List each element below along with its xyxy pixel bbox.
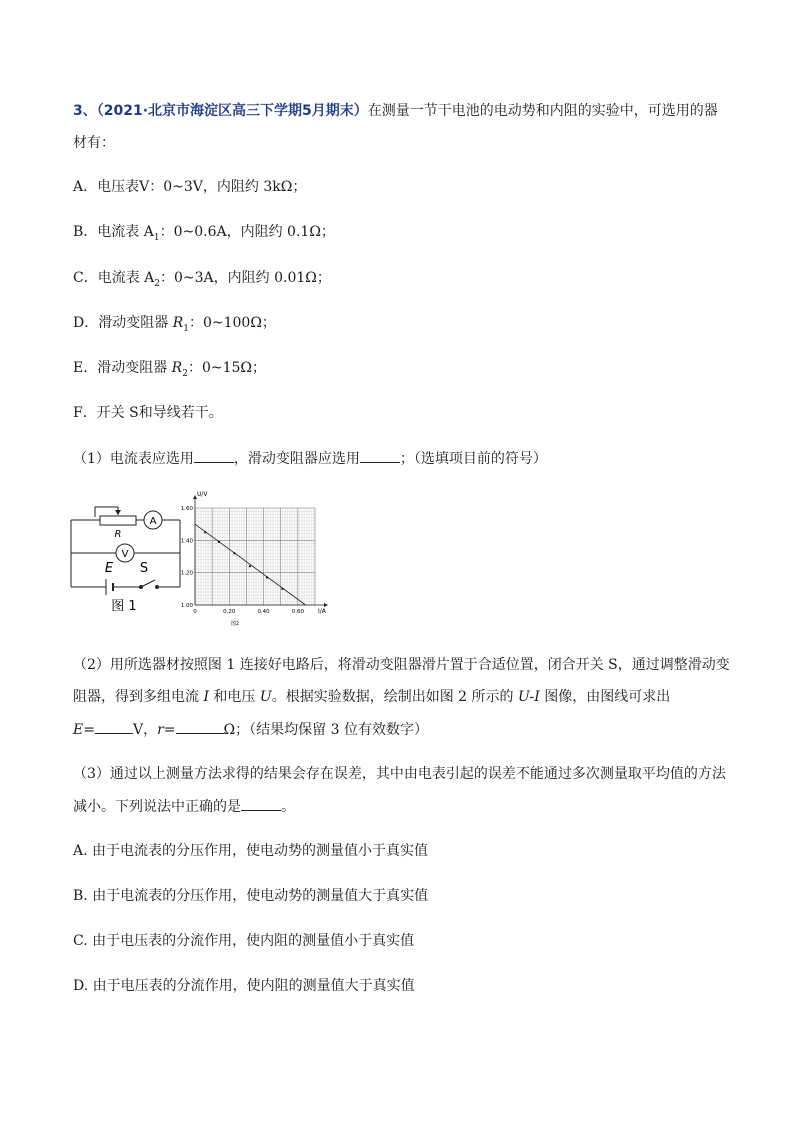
answer-blank-emf[interactable]	[95, 719, 133, 734]
resistor-symbol	[100, 516, 136, 525]
switch-label: S	[139, 561, 149, 576]
ui-chart	[178, 488, 338, 630]
answer-blank-ammeter[interactable]	[194, 448, 234, 463]
equipment-item-e: E．滑动变阻器 $R_2$：0~15Ω；	[73, 360, 267, 379]
part2-line3: E= V，r= Ω；（结果均保留 3 位有效数字）	[73, 719, 428, 740]
x-tick-label: 0.20	[223, 609, 236, 615]
question-number: 3、	[73, 103, 97, 119]
part3-line2: 减小。下列说法中正确的是 。	[73, 796, 295, 817]
resistor-label: R	[114, 529, 122, 540]
x-tick-label: 0	[193, 609, 197, 615]
y-tick-label: 1.60	[180, 506, 193, 512]
switch-blade	[141, 580, 155, 587]
question-source: （2021·北京市海淀区高三下学期5月期末）	[96, 103, 368, 119]
emf-label: E	[104, 561, 114, 576]
answer-blank-rheostat[interactable]	[360, 448, 400, 463]
ammeter-label: A	[149, 516, 157, 527]
figure2-caption: 图2	[230, 621, 240, 627]
question-stem-text: 在测量一节干电池的电动势和内阻的实验中，可选用的器	[367, 103, 718, 119]
data-point	[218, 541, 220, 543]
question-stem-line1	[73, 101, 718, 121]
equipment-item-d: D．滑动变阻器 $R_1$：0~100Ω；	[73, 315, 276, 334]
y-tick-label: 1.00	[180, 603, 193, 609]
circuit-diagram	[68, 500, 186, 616]
equipment-item-f: F．开关 S和导线若干。	[73, 405, 223, 421]
question-stem-line2: 材有：	[73, 135, 115, 151]
data-point	[204, 531, 206, 533]
answer-blank-part3[interactable]	[241, 796, 281, 811]
equipment-item-b: B．电流表 $A_1$：0~0.6A，内阻约 0.1Ω；	[73, 224, 335, 243]
x-tick-label: 0.60	[291, 609, 304, 615]
part1-question: （1）电流表应选用 ，滑动变阻器应选用 ；（选填项目前的符号）	[73, 448, 547, 469]
data-point	[233, 552, 235, 554]
x-axis-label: I/A	[318, 608, 326, 615]
data-point	[249, 565, 251, 567]
part3-line1: （3）通过以上测量方法求得的结果会存在误差，其中由电表引起的误差不能通过多次测量取平均值的方法	[73, 766, 726, 782]
data-point	[266, 576, 268, 578]
fit-line	[195, 524, 306, 605]
y-tick-label: 1.20	[180, 570, 193, 577]
x-axis-arrow	[324, 603, 328, 607]
part2-line2: 阻器，得到多组电流 I 和电压 U。根据实验数据，绘制出如图 2 所示的 U-I 图像，由图线可求出	[73, 689, 671, 705]
option-c: C. 由于电压表的分流作用，使内阻的测量值小于真实值	[73, 933, 415, 949]
x-tick-label: 0.40	[257, 609, 270, 615]
option-d: D. 由于电压表的分流作用，使内阻的测量值大于真实值	[73, 978, 415, 994]
figure1-caption: 图 1	[111, 599, 137, 614]
option-a: A. 由于电流表的分压作用，使电动势的测量值小于真实值	[73, 843, 429, 859]
slider-arrow	[115, 510, 121, 515]
option-b: B. 由于电流表的分压作用，使电动势的测量值大于真实值	[73, 888, 429, 904]
equipment-item-c: C．电流表 $A_2$：0~3A，内阻约 0.01Ω；	[73, 270, 331, 289]
y-axis-label: U/V	[197, 491, 208, 498]
data-point	[281, 588, 283, 590]
equipment-item-a: A．电压表V：0~3V，内阻约 3kΩ；	[73, 179, 307, 195]
y-tick-label: 1.40	[180, 538, 193, 545]
voltmeter-label: V	[121, 549, 129, 560]
part2-line1: （2）用所选器材按照图 1 连接好电路后，将滑动变阻器滑片置于合适位置，闭合开关 S，通过调整滑动变	[73, 657, 730, 673]
answer-blank-resistance[interactable]	[176, 719, 224, 734]
